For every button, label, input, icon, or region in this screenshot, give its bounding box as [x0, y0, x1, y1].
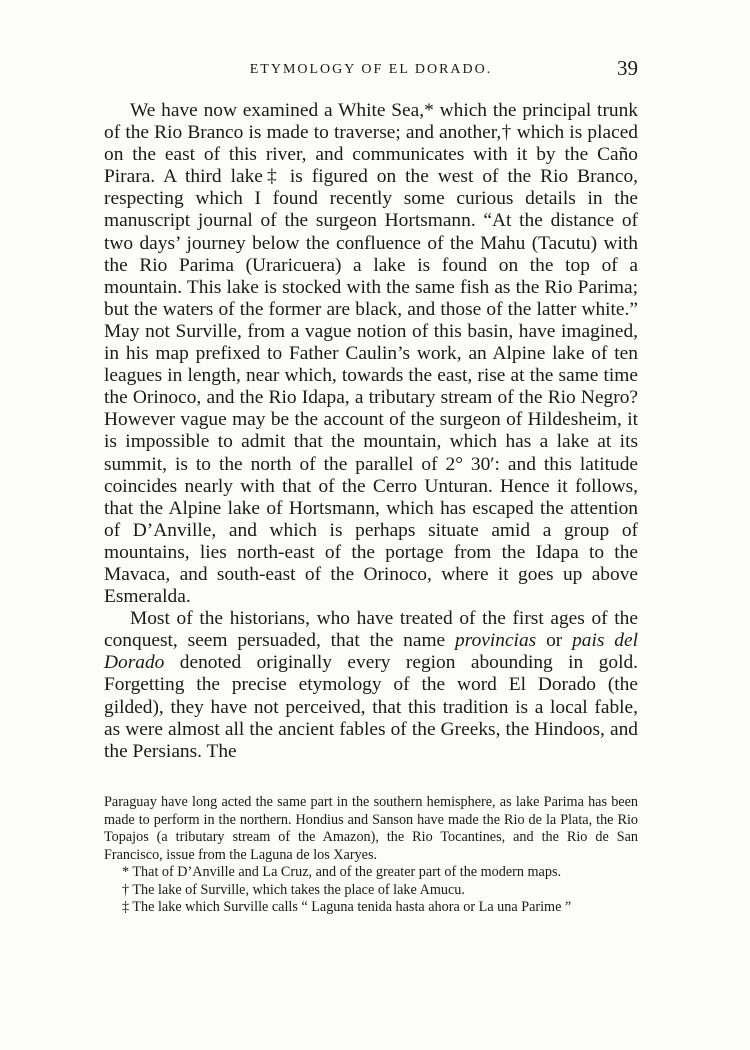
- main-text: [104, 100, 638, 763]
- paragraph-el-dorado-part1: Most of the historians, who have treated of the first ages of the conquest, seem persuaded, that the name: [104, 608, 638, 652]
- footnote-continuation: Paraguay have long acted the same part in the southern hemisphere, as lake Parima has been made to perform in the northern. Hondius and Sanson have made the Rio de la Plata, the Rio Topajos (a tributary stream of the Amazon), the Rio Tocantines, and the Rio de San Francisco, issue from the Laguna de los Xaryes.: [104, 794, 638, 863]
- footnote-double-dagger: ‡ The lake which Surville calls “ Laguna tenida hasta ahora or La una Parime ”: [122, 899, 572, 915]
- page-header: [104, 56, 638, 86]
- paragraph-el-dorado-part2: or: [536, 630, 573, 652]
- footnote-dagger: † The lake of Surville, which takes the place of lake Amucu.: [122, 881, 465, 898]
- footnote-asterisk: * That of D’Anville and La Cruz, and of the greater part of the modern maps.: [122, 864, 562, 880]
- term-provincias: provincias: [455, 630, 537, 652]
- footnotes: [104, 794, 638, 917]
- paragraph-el-dorado-part3: denoted originally every region abounding in gold. Forgetting the precise etymology of the word El Dorado (the gilded), they have not perceived, that this tradition is a local fable, as were almost all the ancient fables of the Greeks, the Hindoos, and the Persians. The: [104, 652, 638, 762]
- term-pais-del-dorado: pais del Dorado: [104, 630, 638, 674]
- paragraph-el-dorado: [104, 608, 638, 763]
- running-title: ETYMOLOGY OF EL DORADO.: [249, 62, 493, 77]
- page-number: 39: [617, 56, 638, 80]
- paragraph-white-sea: We have now examined a White Sea,* which the principal trunk of the Rio Branco is made to traverse; and another,† which is placed on the east of this river, and communicates with it by the Caño Pirara. A third lake‡ is figured on the west of the Rio Branco, respecting which I found recently some curious details in the manuscript journal of the surgeon Hortsmann. “At the distance of two days’ journey below the confluence of the Mahu (Tacutu) with the Rio Parima (Uraricuera) a lake is found on the top of a mountain. This lake is stocked with the same fish as the Rio Parima; but the waters of the former are black, and those of the latter white.” May not Surville, from a vague notion of this basin, have imagined, in his map prefixed to Father Caulin’s work, an Alpine lake of ten leagues in length, near which, towards the east, rise at the same time the Orinoco, and the Rio Idapa, a tributary stream of the Rio Negro? However vague may be the account of the surgeon of Hildesheim, it is impossible to admit that the mountain, which has a lake at its summit, is to the north of the parallel of 2° 30′: and this latitude coincides nearly with that of the Cerro Unturan. Hence it follows, that the Alpine lake of Hortsmann, which has escaped the attention of D’Anville, and which is perhaps situate amid a group of mountains, lies north-east of the portage from the Idapa to the Mavaca, and south-east of the Orinoco, where it goes up above Esmeralda.: [104, 100, 638, 608]
